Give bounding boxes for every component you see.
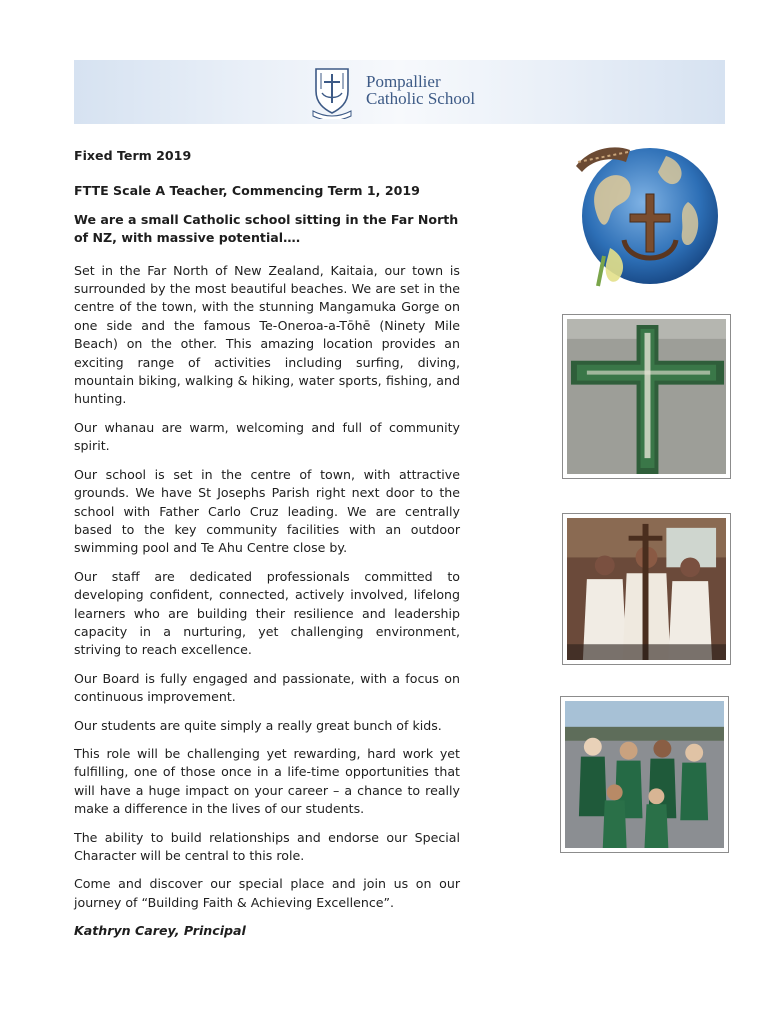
- letter-body: [74, 147, 460, 941]
- paragraph-staff: Our staff are dedicated professionals committed to developing confident, connected, actively involved, lifelong learners who are building their resilience and leadership capacity in a nurturing, yet challenging environment, striving to reach excellence.: [74, 568, 460, 658]
- paragraph-students: Our students are quite simply a really great bunch of kids.: [74, 717, 442, 733]
- paragraph-invitation: Come and discover our special place and join us on our journey of “Building Faith & Achieving Excellence”.: [74, 876, 460, 910]
- position-heading: FTTE Scale A Teacher, Commencing Term 1, 2019: [74, 183, 420, 199]
- paragraph-whanau: Our whanau are warm, welcoming and full of community spirit.: [74, 419, 460, 454]
- school-crest-logo: [312, 65, 352, 119]
- school-name: [366, 73, 475, 107]
- students-cross-image: [567, 319, 726, 474]
- term-heading: Fixed Term 2019: [74, 148, 192, 163]
- paragraph-character: The ability to build relationships and endorse our Special Character will be central to this role.: [74, 829, 460, 863]
- header-banner: [74, 60, 725, 124]
- paragraph-role: This role will be challenging yet rewarding, hard work yet fulfilling, one of those once in a life-time opportunities that will have a huge impact on your career – a chance to really make a difference in the lives of our students.: [74, 745, 460, 817]
- school-name-line2: Catholic School: [366, 89, 476, 108]
- photo-altar-servers: [562, 513, 731, 665]
- tagline-heading: We are a small Catholic school sitting in the Far North of NZ, with massive potential….: [74, 211, 459, 246]
- photo-student-group: [560, 696, 729, 853]
- student-group-image: [565, 701, 724, 848]
- paragraph-board: Our Board is fully engaged and passionate, with a focus on continuous improvement.: [74, 670, 460, 705]
- school-name-line1: Pompallier: [366, 72, 441, 91]
- paragraph-school: Our school is set in the centre of town, with attractive grounds. We have St Josephs Parish right next door to the school with Father Carlo Cruz leading. We are centrally based to the key community facilities with an outdoor swimming pool and Te Ahu Centre close by.: [74, 466, 460, 556]
- globe-cross-emblem: [570, 136, 722, 296]
- photo-students-cross: [562, 314, 731, 479]
- paragraph-location: Set in the Far North of New Zealand, Kaitaia, our town is surrounded by the most beautiful beaches. We are set in the centre of the town, with the stunning Mangamuka Gorge on one side and the famous Te-Oneroa-a-Tōhē (Ninety Mile Beach) on the other. This amazing location provides an exciting range of activities including surfing, diving, mountain biking, walking & hiking, water sports, fishing, and hunting.: [74, 262, 460, 407]
- principal-signature: Kathryn Carey, Principal: [74, 923, 246, 939]
- altar-servers-image: [567, 518, 726, 660]
